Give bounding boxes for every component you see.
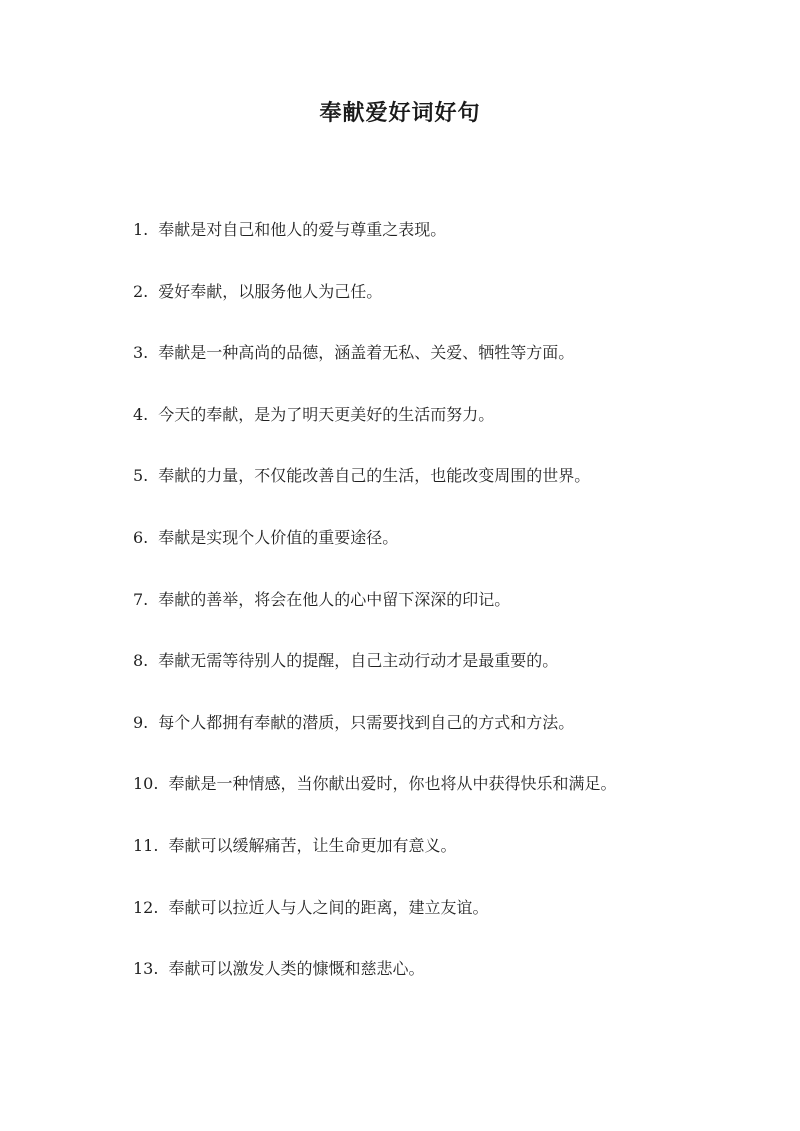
item-text: 奉献的力量，不仅能改善自己的生活，也能改变周围的世界。 (158, 466, 591, 486)
list-item (133, 832, 773, 894)
sentence-list (133, 216, 773, 1017)
item-number: 2. (133, 281, 149, 301)
item-text: 爱好奉献，以服务他人为己任。 (158, 281, 383, 301)
list-item (133, 894, 773, 956)
item-text: 奉献无需等待别人的提醒，自己主动行动才是最重要的。 (158, 651, 559, 671)
list-item (133, 770, 773, 832)
item-number: 9. (133, 712, 149, 732)
item-number: 3. (133, 343, 149, 363)
item-text: 奉献可以拉近人与人之间的距离，建立友谊。 (168, 897, 489, 917)
item-number: 12. (133, 897, 159, 917)
list-item (133, 955, 773, 1017)
item-text: 奉献是一种情感，当你献出爱时，你也将从中获得快乐和满足。 (168, 774, 617, 794)
item-number: 4. (133, 404, 149, 424)
item-number: 7. (133, 589, 149, 609)
list-item (133, 647, 773, 709)
item-text: 奉献可以缓解痛苦，让生命更加有意义。 (168, 835, 457, 855)
list-item (133, 462, 773, 524)
item-text: 奉献是一种高尚的品德，涵盖着无私、关爱、牺牲等方面。 (158, 343, 575, 363)
item-number: 8. (133, 651, 149, 671)
item-text: 今天的奉献，是为了明天更美好的生活而努力。 (158, 404, 495, 424)
item-number: 5. (133, 466, 149, 486)
list-item (133, 216, 773, 278)
list-item (133, 401, 773, 463)
list-item (133, 709, 773, 771)
list-item (133, 278, 773, 340)
item-number: 13. (133, 959, 159, 979)
item-text: 每个人都拥有奉献的潜质，只需要找到自己的方式和方法。 (158, 712, 575, 732)
page-title: 奉献爱好词好句 (319, 100, 481, 126)
item-number: 1. (133, 220, 149, 239)
item-number: 10. (133, 774, 159, 794)
item-text: 奉献是对自己和他人的爱与尊重之表现。 (158, 220, 447, 239)
item-text: 奉献可以激发人类的慷慨和慈悲心。 (168, 959, 425, 979)
item-text: 奉献的善举，将会在他人的心中留下深深的印记。 (158, 589, 511, 609)
item-number: 11. (133, 835, 159, 855)
list-item (133, 524, 773, 586)
list-item (133, 339, 773, 401)
list-item (133, 586, 773, 648)
item-text: 奉献是实现个人价值的重要途径。 (158, 527, 399, 547)
item-number: 6. (133, 527, 149, 547)
